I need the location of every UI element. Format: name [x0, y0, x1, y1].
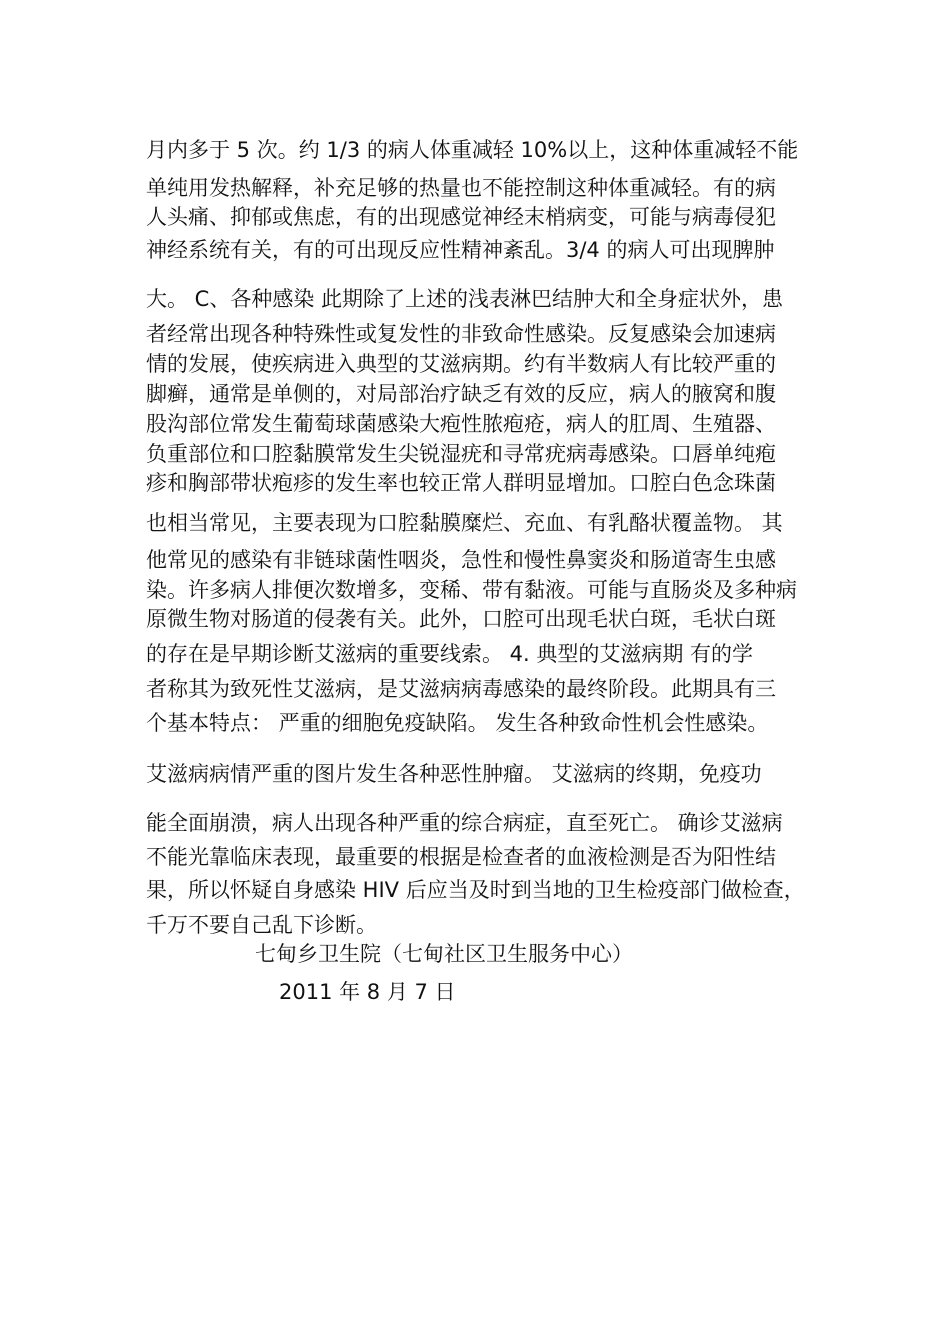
text-line: 也相当常见，主要表现为口腔黏膜糜烂、充血、有乳酪状覆盖物。 其 — [146, 511, 783, 535]
text-line: 者经常出现各种特殊性或复发性的非致命性感染。反复感染会加速病 — [146, 322, 776, 346]
text-line: 负重部位和口腔黏膜常发生尖锐湿疣和寻常疣病毒感染。口唇单纯疱 — [146, 442, 776, 466]
signature-date: 2011 年 8 月 7 日 — [279, 980, 456, 1004]
text-line: 者称其为致死性艾滋病，是艾滋病病毒感染的最终阶段。此期具有三 — [146, 677, 776, 701]
signature-organization: 七甸乡卫生院（七甸社区卫生服务中心） — [255, 942, 633, 966]
text-line: 果，所以怀疑自身感染 HIV 后应当及时到当地的卫生检疫部门做检查， — [146, 878, 805, 902]
text-line: 人头痛、抑郁或焦虑，有的出现感觉神经末梢病变，可能与病毒侵犯 — [146, 205, 776, 229]
text-line: 情的发展，使疾病进入典型的艾滋病期。约有半数病人有比较严重的 — [146, 352, 776, 376]
text-line: 的存在是早期诊断艾滋病的重要线索。 4. 典型的艾滋病期 有的学 — [146, 642, 754, 666]
text-line: 个基本特点： 严重的细胞免疫缺陷。 发生各种致命性机会性感染。 — [146, 711, 769, 735]
text-line: 不能光靠临床表现，最重要的根据是检查者的血液检测是否为阳性结 — [146, 845, 776, 869]
text-line: 股沟部位常发生葡萄球菌感染大疱性脓疱疮，病人的肛周、生殖器、 — [146, 412, 776, 436]
text-line: 月内多于 5 次。约 1/3 的病人体重减轻 10%以上，这种体重减轻不能 — [146, 138, 799, 162]
text-line: 艾滋病病情严重的图片发生各种恶性肿瘤。 艾滋病的终期，免疫功 — [146, 762, 762, 786]
text-line: 能全面崩溃，病人出现各种严重的综合病症，直至死亡。 确诊艾滋病 — [146, 811, 783, 835]
text-line: 脚癣，通常是单侧的，对局部治疗缺乏有效的反应，病人的腋窝和腹 — [146, 382, 776, 406]
text-line: 大。 C、各种感染 此期除了上述的浅表淋巴结肿大和全身症状外，患 — [146, 287, 784, 311]
text-line: 千万不要自己乱下诊断。 — [146, 913, 377, 937]
text-line: 单纯用发热解释，补充足够的热量也不能控制这种体重减轻。有的病 — [146, 176, 776, 200]
text-line: 原微生物对肠道的侵袭有关。此外，口腔可出现毛状白斑，毛状白斑 — [146, 607, 776, 631]
text-line: 他常见的感染有非链球菌性咽炎，急性和慢性鼻窦炎和肠道寄生虫感 — [146, 548, 776, 572]
text-line: 染。许多病人排便次数增多，变稀、带有黏液。可能与直肠炎及多种病 — [146, 578, 797, 602]
text-line: 神经系统有关，有的可出现反应性精神紊乱。3/4 的病人可出现脾肿 — [146, 238, 775, 262]
text-line: 疹和胸部带状疱疹的发生率也较正常人群明显增加。口腔白色念珠菌 — [146, 471, 776, 495]
